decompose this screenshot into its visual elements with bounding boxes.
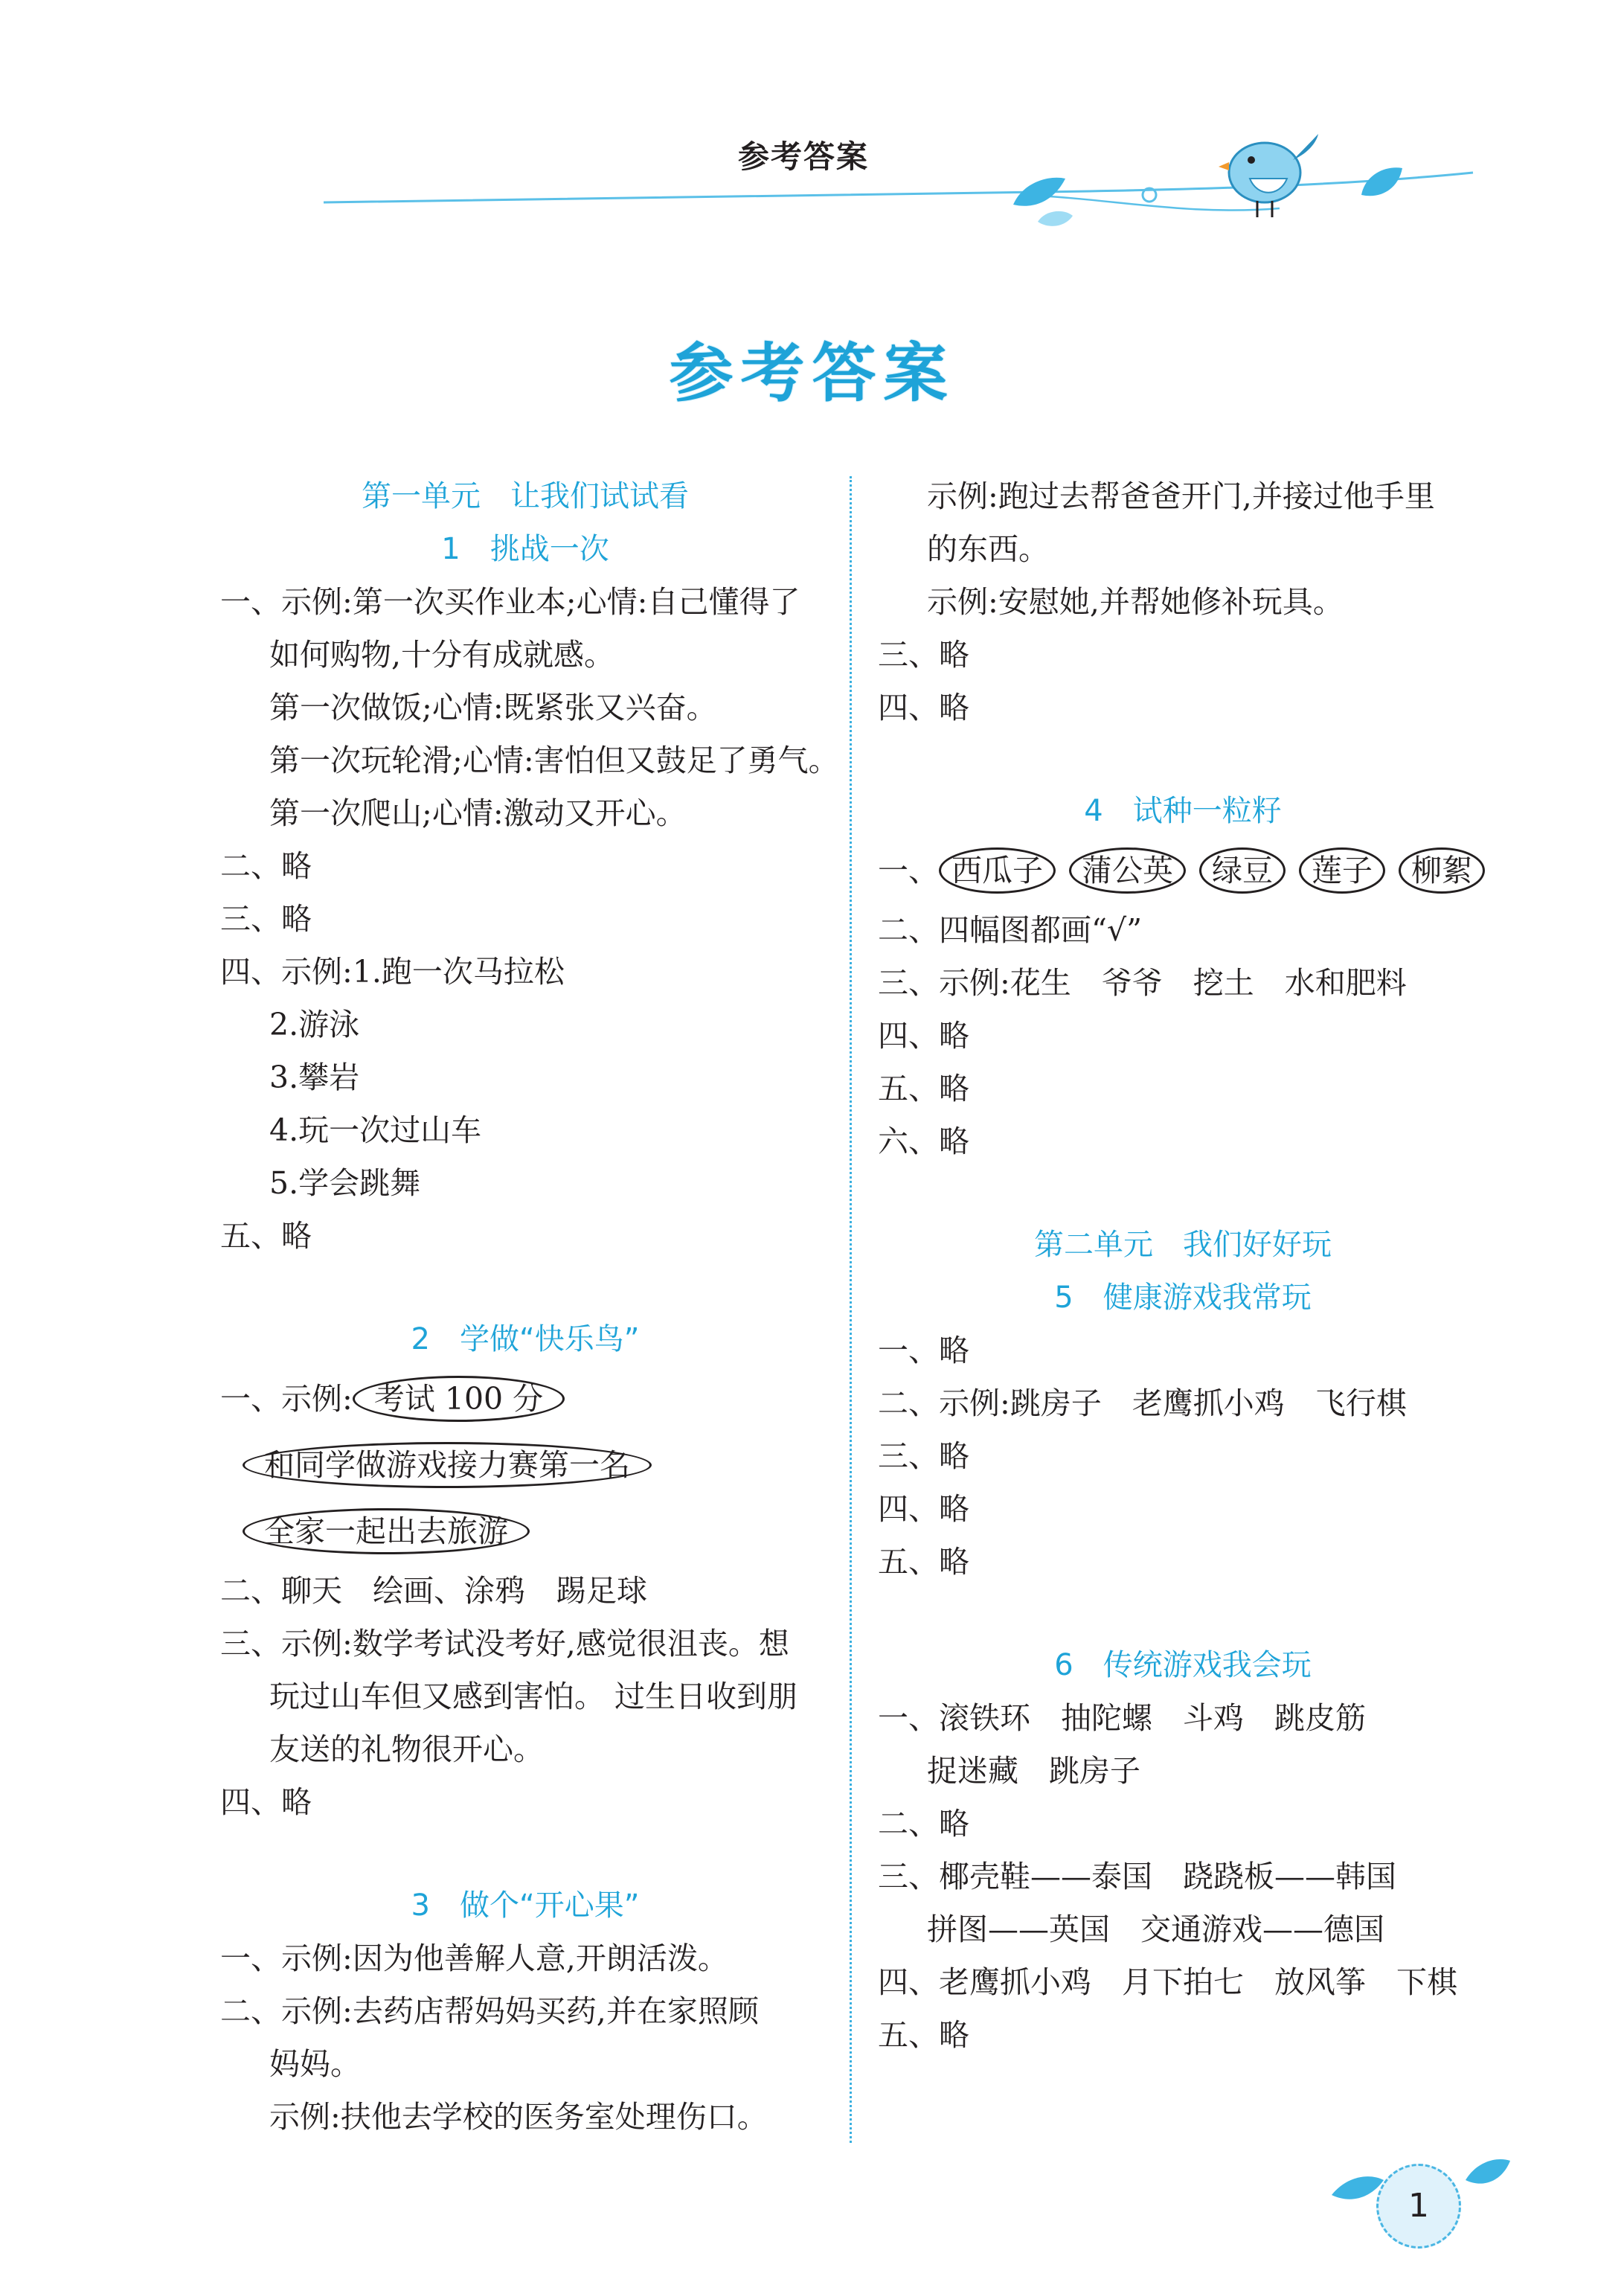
answer-line: 五、略	[878, 1544, 969, 1580]
answer-line: 四、略	[878, 1491, 969, 1527]
answer-line: 一、略	[878, 1333, 969, 1368]
answer-line: 四、略	[878, 690, 969, 725]
section-heading: 第一单元 让我们试试看	[362, 479, 689, 513]
answer-line-continued: 第一次爬山;心情:激动又开心。	[269, 795, 687, 831]
answer-line-continued: 2.游泳	[269, 1007, 360, 1042]
leaf-icon	[1013, 167, 1402, 226]
header-decoration	[0, 0, 1624, 238]
section-heading: 3 做个“开心果”	[411, 1888, 640, 1923]
bird-icon	[1219, 134, 1318, 217]
answer-line-continued: 如何购物,十分有成就感。	[269, 637, 615, 673]
circled-answer: 全家一起出去旅游	[243, 1508, 530, 1554]
answer-line: 二、略	[878, 1806, 969, 1842]
running-header-title: 参考答案	[737, 138, 869, 175]
circled-answer: 柳絮	[1399, 847, 1485, 894]
page-number: 1	[1376, 2164, 1461, 2249]
answer-line: 二、聊天 绘画、涂鸦 踢足球	[220, 1573, 647, 1609]
section-heading: 第二单元 我们好好玩	[1034, 1228, 1332, 1262]
spacer	[220, 1829, 830, 1879]
answer-line-continued: 第一次做饭;心情:既紧张又兴奋。	[269, 690, 717, 725]
answer-line: 二、略	[220, 848, 312, 884]
answer-line: 三、略	[878, 637, 969, 673]
section-heading: 4 试种一粒籽	[1084, 794, 1282, 828]
circled-answer: 蒲公英	[1069, 847, 1186, 894]
answer-line: 三、略	[220, 901, 312, 937]
answer-line: 二、示例:去药店帮妈妈买药,并在家照顾	[220, 1993, 759, 2029]
spacer	[878, 734, 1488, 785]
answer-line: 三、略	[878, 1438, 969, 1474]
answer-line: 二、示例:跳房子 老鹰抓小鸡 飞行棋	[878, 1385, 1407, 1421]
right-column	[878, 470, 1488, 2062]
answer-line-continued: 示例:扶他去学校的医务室处理伤口。	[269, 2099, 768, 2135]
circled-answer: 和同学做游戏接力赛第一名	[243, 1442, 652, 1488]
answer-line-continued	[220, 1432, 830, 1499]
answer-line-continued: 示例:安慰她,并帮她修补玩具。	[927, 584, 1344, 620]
answer-line: 四、略	[878, 1018, 969, 1054]
answer-line: 一、滚铁环 抽陀螺 斗鸡 跳皮筋	[878, 1700, 1366, 1736]
answer-line-continued: 玩过山车但又感到害怕。 过生日收到朋	[269, 1679, 798, 1714]
answer-line: 二、四幅图都画“√”	[878, 912, 1143, 948]
answer-line: 四、示例:1.跑一次马拉松	[220, 954, 565, 990]
circled-answer: 绿豆	[1199, 847, 1286, 894]
answer-line: 一、示例:因为他善解人意,开朗活泼。	[220, 1941, 728, 1976]
answer-line: 五、略	[878, 2017, 969, 2053]
answer-line-continued: 示例:跑过去帮爸爸开门,并接过他手里	[927, 478, 1435, 514]
answer-line-continued: 妈妈。	[269, 2046, 361, 2082]
section-heading: 1 挑战一次	[441, 532, 609, 566]
circled-answer: 莲子	[1299, 847, 1385, 894]
column-divider	[850, 476, 852, 2143]
page-title: 参考答案	[669, 336, 955, 411]
spacer	[878, 1589, 1488, 1639]
spacer	[878, 1168, 1488, 1219]
answer-line: 五、略	[220, 1218, 312, 1254]
answer-line-continued	[220, 1499, 830, 1565]
answer-prefix: 一、示例:	[220, 1381, 353, 1417]
answer-line: 四、老鹰抓小鸡 月下拍七 放风筝 下棋	[878, 1964, 1457, 2000]
answer-line: 一、示例:第一次买作业本;心情:自己懂得了	[220, 584, 800, 620]
answer-line: 四、略	[220, 1784, 312, 1820]
section-heading: 5 健康游戏我常玩	[1054, 1281, 1312, 1315]
answer-line-continued: 4.玩一次过山车	[269, 1112, 482, 1148]
circled-answer: 考试 100 分	[353, 1376, 565, 1422]
answer-line-continued: 的东西。	[927, 531, 1049, 567]
section-heading: 6 传统游戏我会玩	[1054, 1648, 1312, 1682]
answer-line	[220, 1366, 830, 1432]
answer-line-continued: 友送的礼物很开心。	[269, 1731, 544, 1767]
answer-prefix: 一、	[878, 853, 939, 888]
answer-line: 三、椰壳鞋——泰国 跷跷板——韩国	[878, 1859, 1396, 1894]
section-heading: 2 学做“快乐鸟”	[411, 1322, 640, 1356]
answer-line: 三、示例:花生 爷爷 挖土 水和肥料	[878, 965, 1407, 1001]
answer-line-continued: 拼图——英国 交通游戏——德国	[927, 1911, 1384, 1947]
header-swoosh-line-2	[1027, 195, 1280, 211]
left-column	[220, 470, 839, 2144]
answer-line-continued: 3.攀岩	[269, 1060, 360, 1095]
answer-line-continued: 第一次玩轮滑;心情:害怕但又鼓足了勇气。	[269, 743, 839, 778]
answer-line: 六、略	[878, 1124, 969, 1159]
answer-line: 三、示例:数学考试没考好,感觉很沮丧。想	[220, 1626, 789, 1661]
answer-line-continued: 5.学会跳舞	[269, 1165, 421, 1201]
answer-line-continued: 捉迷藏 跳房子	[927, 1753, 1140, 1789]
answer-line	[878, 838, 1488, 904]
answer-line: 五、略	[878, 1071, 969, 1106]
spacer	[220, 1263, 830, 1313]
circled-answer: 西瓜子	[939, 847, 1056, 894]
